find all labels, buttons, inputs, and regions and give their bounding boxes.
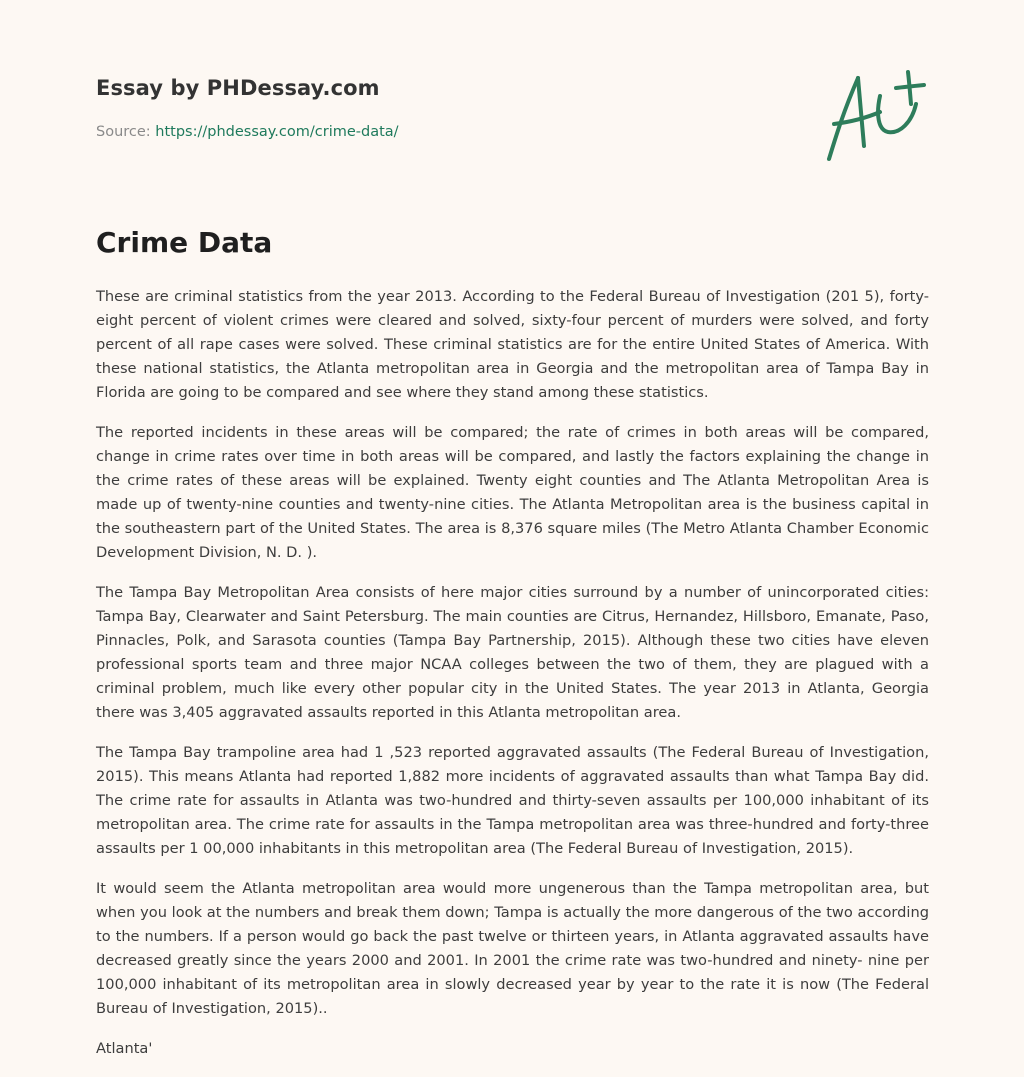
essay-paragraph: The reported incidents in these areas will be compared; the rate of crimes in both areas will be compared, change in crime rates over time in both areas will be compared, and lastly the factors explaining the change in the crime rates of these areas will be explained. Twenty eight counties and The Atlanta Metropolitan Area is made up of twenty-nine counties and twenty-nine cities. The Atlanta Metropolitan area is the business capital in the southeastern part of the United States. The area is 8,376 square miles (The Metro Atlanta Chamber Economic Development Division, N. D. ). bbox=[96, 424, 929, 561]
source-link[interactable]: https://phdessay.com/crime-data/ bbox=[155, 124, 399, 140]
essay-title: Crime Data bbox=[96, 226, 273, 259]
essay-paragraph: The Tampa Bay Metropolitan Area consists of here major cities surround by a number of unincorporated cities: Tampa Bay, Clearwater and Saint Petersburg. The main counties are Citrus, Hernandez, Hillsboro, Emanate, Paso, Pinnacles, Polk, and Sarasota counties (Tampa Bay Partnership, 2015). Although these two cities have eleven professional sports team and three major NCAA colleges between the two of them, they are plagued with a criminal problem, much like every other popular city in the United States. The year 2013 in Atlanta, Georgia there was 3,405 aggravated assaults reported in this Atlanta metropolitan area. bbox=[96, 584, 929, 721]
essay-paragraph: It would seem the Atlanta metropolitan area would more ungenerous than the Tampa metropolitan area, but when you look at the numbers and break them down; Tampa is actually the more dangerous of the two according to the numbers. If a person would go back the past twelve or thirteen years, in Atlanta aggravated assaults have decreased greatly since the years 2000 and 2001. In 2001 the crime rate was two-hundred and ninety- nine per 100,000 inhabitant of its metropolitan area in slowly decreased year by year to the rate it is now (The Federal Bureau of Investigation, 2015).. bbox=[96, 880, 929, 1017]
essay-paragraph: These are criminal statistics from the year 2013. According to the Federal Bureau of Investigation (201 5), forty-eight percent of violent crimes were cleared and solved, sixty-four percent of murders were solved, and forty percent of all rape cases were solved. These criminal statistics are for the entire United States of America. With these national statistics, the Atlanta metropolitan area in Georgia and the metropolitan area of Tampa Bay in Florida are going to be compared and see where they stand among these statistics. bbox=[96, 288, 929, 401]
a-plus-logo-icon bbox=[820, 66, 930, 166]
essay-body bbox=[96, 285, 929, 1077]
source-label: Source: bbox=[96, 124, 151, 140]
essay-paragraph-truncated: Atlanta' bbox=[96, 1040, 153, 1057]
site-title: Essay by PHDessay.com bbox=[96, 76, 380, 100]
essay-paragraph: The Tampa Bay trampoline area had 1 ,523 reported aggravated assaults (The Federal Bureau of Investigation, 2015). This means Atlanta had reported 1,882 more incidents of aggravated assaults than what Tampa Bay did. The crime rate for assaults in Atlanta was two-hundred and thirty-seven assaults per 100,000 inhabitant of its metropolitan area. The crime rate for assaults in the Tampa metropolitan area was three-hundred and forty-three assaults per 1 00,000 inhabitants in this metropolitan area (The Federal Bureau of Investigation, 2015). bbox=[96, 744, 929, 857]
source-line bbox=[96, 124, 399, 140]
